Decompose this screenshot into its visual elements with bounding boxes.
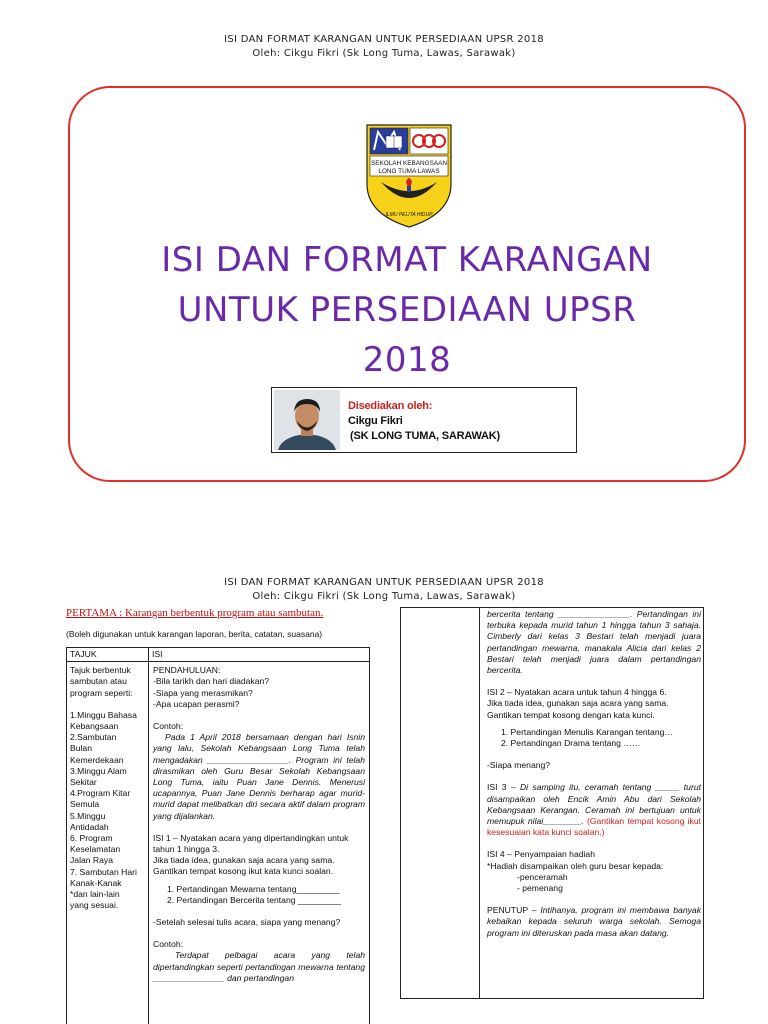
cover-title-line3: 2018 (362, 340, 452, 380)
tajuk-line: Sekitar (70, 777, 97, 788)
tajuk-line: program seperti: (70, 687, 133, 698)
isi-1-item-2: 2. Pertandingan Bercerita tentang _________ (167, 894, 341, 905)
pendahuluan-label: PENDAHULUAN: (153, 665, 221, 676)
tajuk-list (70, 665, 145, 911)
tajuk-line: Bulan (70, 743, 92, 754)
prepared-by-box (271, 387, 577, 453)
isi-3-prefix: ISI 3 – (487, 782, 520, 793)
continuation-content (487, 609, 701, 939)
tajuk-line: Kebangsaan (70, 721, 119, 732)
logo-school-line1: SEKOLAH KEBANGSAAN (370, 160, 448, 167)
tajuk-line: Kemerdekaan (70, 754, 124, 765)
isi-4-title: ISI 4 – Penyampaian hadiah (487, 849, 595, 860)
tajuk-line: *dan lain-lain (70, 889, 120, 900)
penutup-label: PENUTUP – (487, 905, 541, 916)
page1-header-line1: ISI DAN FORMAT KARANGAN UNTUK PERSEDIAAN UPSR 2018 (224, 34, 544, 45)
page1-header-line2: Oleh: Cikgu Fikri (Sk Long Tuma, Lawas, Sarawak) (252, 48, 516, 59)
isi-1-line3: Gantikan tempat kosong ikut kata kunci soalan. (153, 866, 334, 877)
isi-2-title: ISI 2 – Nyatakan acara untuk tahun 4 hingga 6. (487, 687, 667, 698)
tajuk-line: 5.Minggu (70, 810, 106, 821)
isi-2-item-1: 1. Pertandingan Menulis Karangan tentang… (501, 726, 673, 737)
siapa-menang: -Siapa menang? (487, 760, 551, 771)
page2-header (0, 576, 768, 604)
page2-header-line1: ISI DAN FORMAT KARANGAN UNTUK PERSEDIAAN UPSR 2018 (224, 577, 544, 588)
isi-1-item-1: 1. Pertandingan Mewarna tentang_________ (167, 883, 340, 894)
contoh-2-label: Contoh: (153, 939, 184, 950)
isi-4-item-1: -penceramah (517, 871, 568, 882)
logo-motto: ILMU PELITA HIDUP (385, 212, 433, 218)
isi-3-text: Di samping itu, ceramah tentang _____ turut disampaikan oleh Encik Amin Abu dari Sekolah Kebangsaan Kerangan. Ceramah ini bertujuan untuk memupuk nilai________. (487, 782, 701, 827)
page2-header-line2: Oleh: Cikgu Fikri (Sk Long Tuma, Lawas, Sarawak) (252, 591, 516, 602)
isi-2-line3: Gantikan tempat kosong dengan kata kunci. (487, 709, 655, 720)
isi-3-paragraph (487, 782, 701, 838)
tajuk-line: Kanak-Kanak (70, 877, 122, 888)
tajuk-line: Keselamatan (70, 844, 121, 855)
logo-school-line2: LONG TUMA LAWAS (378, 168, 440, 175)
contoh-1-text: Pada 1 April 2018 bersamaan dengan hari Isnin yang lalu, Sekolah Kebangsaan Long Tuma telah mengadakan _________________. Program ini telah dirasmikan oleh Guru Besar Sekolah Kebangsaan Long Tuma, iaitu Puan Jane Dennis. Menerusi ucapannya, Puan Jane Dennis berharap agar murid-murid dapat melibatkan diri secara aktif dalam program yang dijalankan. (153, 732, 365, 821)
tajuk-line: Jalan Raya (70, 855, 113, 866)
question-3: -Apa ucapan perasmi? (153, 698, 240, 709)
section-note: (Boleh digunakan untuk karangan laporan, berita, catatan, suasana) (66, 629, 323, 639)
col-header-isi: ISI (149, 648, 370, 662)
tajuk-line: Tajuk berbentuk (70, 665, 131, 676)
isi-1-line2: Jika tiada idea, gunakan saja acara yang sama. (153, 855, 335, 866)
isi-2-item-2: 2. Pertandingan Drama tentang …… (501, 738, 641, 749)
tajuk-line: 6. Program (70, 833, 113, 844)
isi-4-item-2: - pemenang (517, 883, 563, 894)
tajuk-line: sambutan atau (70, 676, 127, 687)
isi-2-line2: Jika tiada idea, gunakan saja acara yang sama. (487, 698, 669, 709)
isi-4-line: *Hadiah disampaikan oleh guru besar kepada: (487, 860, 664, 871)
tajuk-line: 3.Minggu Alam (70, 765, 127, 776)
cover-title-line2: UNTUK PERSEDIAAN UPSR (177, 290, 637, 330)
page1-header (0, 33, 768, 61)
cover-title-line1: ISI DAN FORMAT KARANGAN (161, 240, 653, 280)
author-photo (274, 390, 340, 450)
col-header-tajuk: TAJUK (67, 648, 149, 662)
contoh-2-text: Terdapat pelbagai acara yang telah dipertandingkan seperti pertandingan mewarna tentang _______________ dan pertandingan (153, 950, 365, 983)
continuation-table (400, 607, 704, 999)
penutup-text: Intihanya, program ini membawa banyak kebaikan kepada seluruh warga sekolah. Semoga program ini diteruskan pada masa akan datang. (487, 905, 701, 938)
penutup-paragraph (487, 905, 701, 939)
prepared-label: Disediakan oleh: (348, 400, 433, 412)
tajuk-line: yang sesuai. (70, 900, 119, 911)
tajuk-line: 1.Minggu Bahasa (70, 709, 137, 720)
tajuk-line: Antidadah (70, 821, 109, 832)
question-2: -Siapa yang merasmikan? (153, 687, 253, 698)
contoh-1-label: Contoh: (153, 721, 184, 732)
tajuk-line: 7. Sambutan Hari (70, 866, 137, 877)
cont-text: bercerita tentang _______________. Pertandingan ini terbuka kepada murid tahun 1 hingga tahun 3 sahaja. Cimberly dari kelas 3 Bestari telah menjadi juara pertandingan mewarna, manakala Alicia dari kelas 2 Bestari telah menjadi juara dalam pertandingan bercerita. (487, 609, 701, 676)
school-logo-crest (364, 122, 454, 230)
prepared-school: (SK LONG TUMA, SARAWAK) (350, 430, 501, 442)
tajuk-line: 4.Program Kitar (70, 788, 131, 799)
isi-cell (149, 662, 370, 1024)
tajuk-line: 2.Sambutan (70, 732, 117, 743)
isi-3-note: (Gantikan tempat kosong ikut kesesuaian kata kunci soalan.) (487, 816, 702, 838)
after-question: -Setelah selesai tulis acara, siapa yang menang? (153, 917, 341, 928)
tajuk-line: Semula (70, 799, 100, 810)
question-1: -Bila tarikh dan hari diadakan? (153, 676, 270, 687)
section-title: PERTAMA : Karangan berbentuk program atau sambutan. (66, 607, 324, 619)
isi-1-title: ISI 1 – Nyatakan acara yang dipertandingkan untuk tahun 1 hingga 3. (153, 832, 349, 855)
tajuk-line (70, 699, 145, 710)
prepared-name: Cikgu Fikri (348, 415, 403, 427)
column-divider (479, 608, 480, 998)
format-table (66, 647, 370, 1024)
tajuk-cell (67, 662, 149, 1024)
